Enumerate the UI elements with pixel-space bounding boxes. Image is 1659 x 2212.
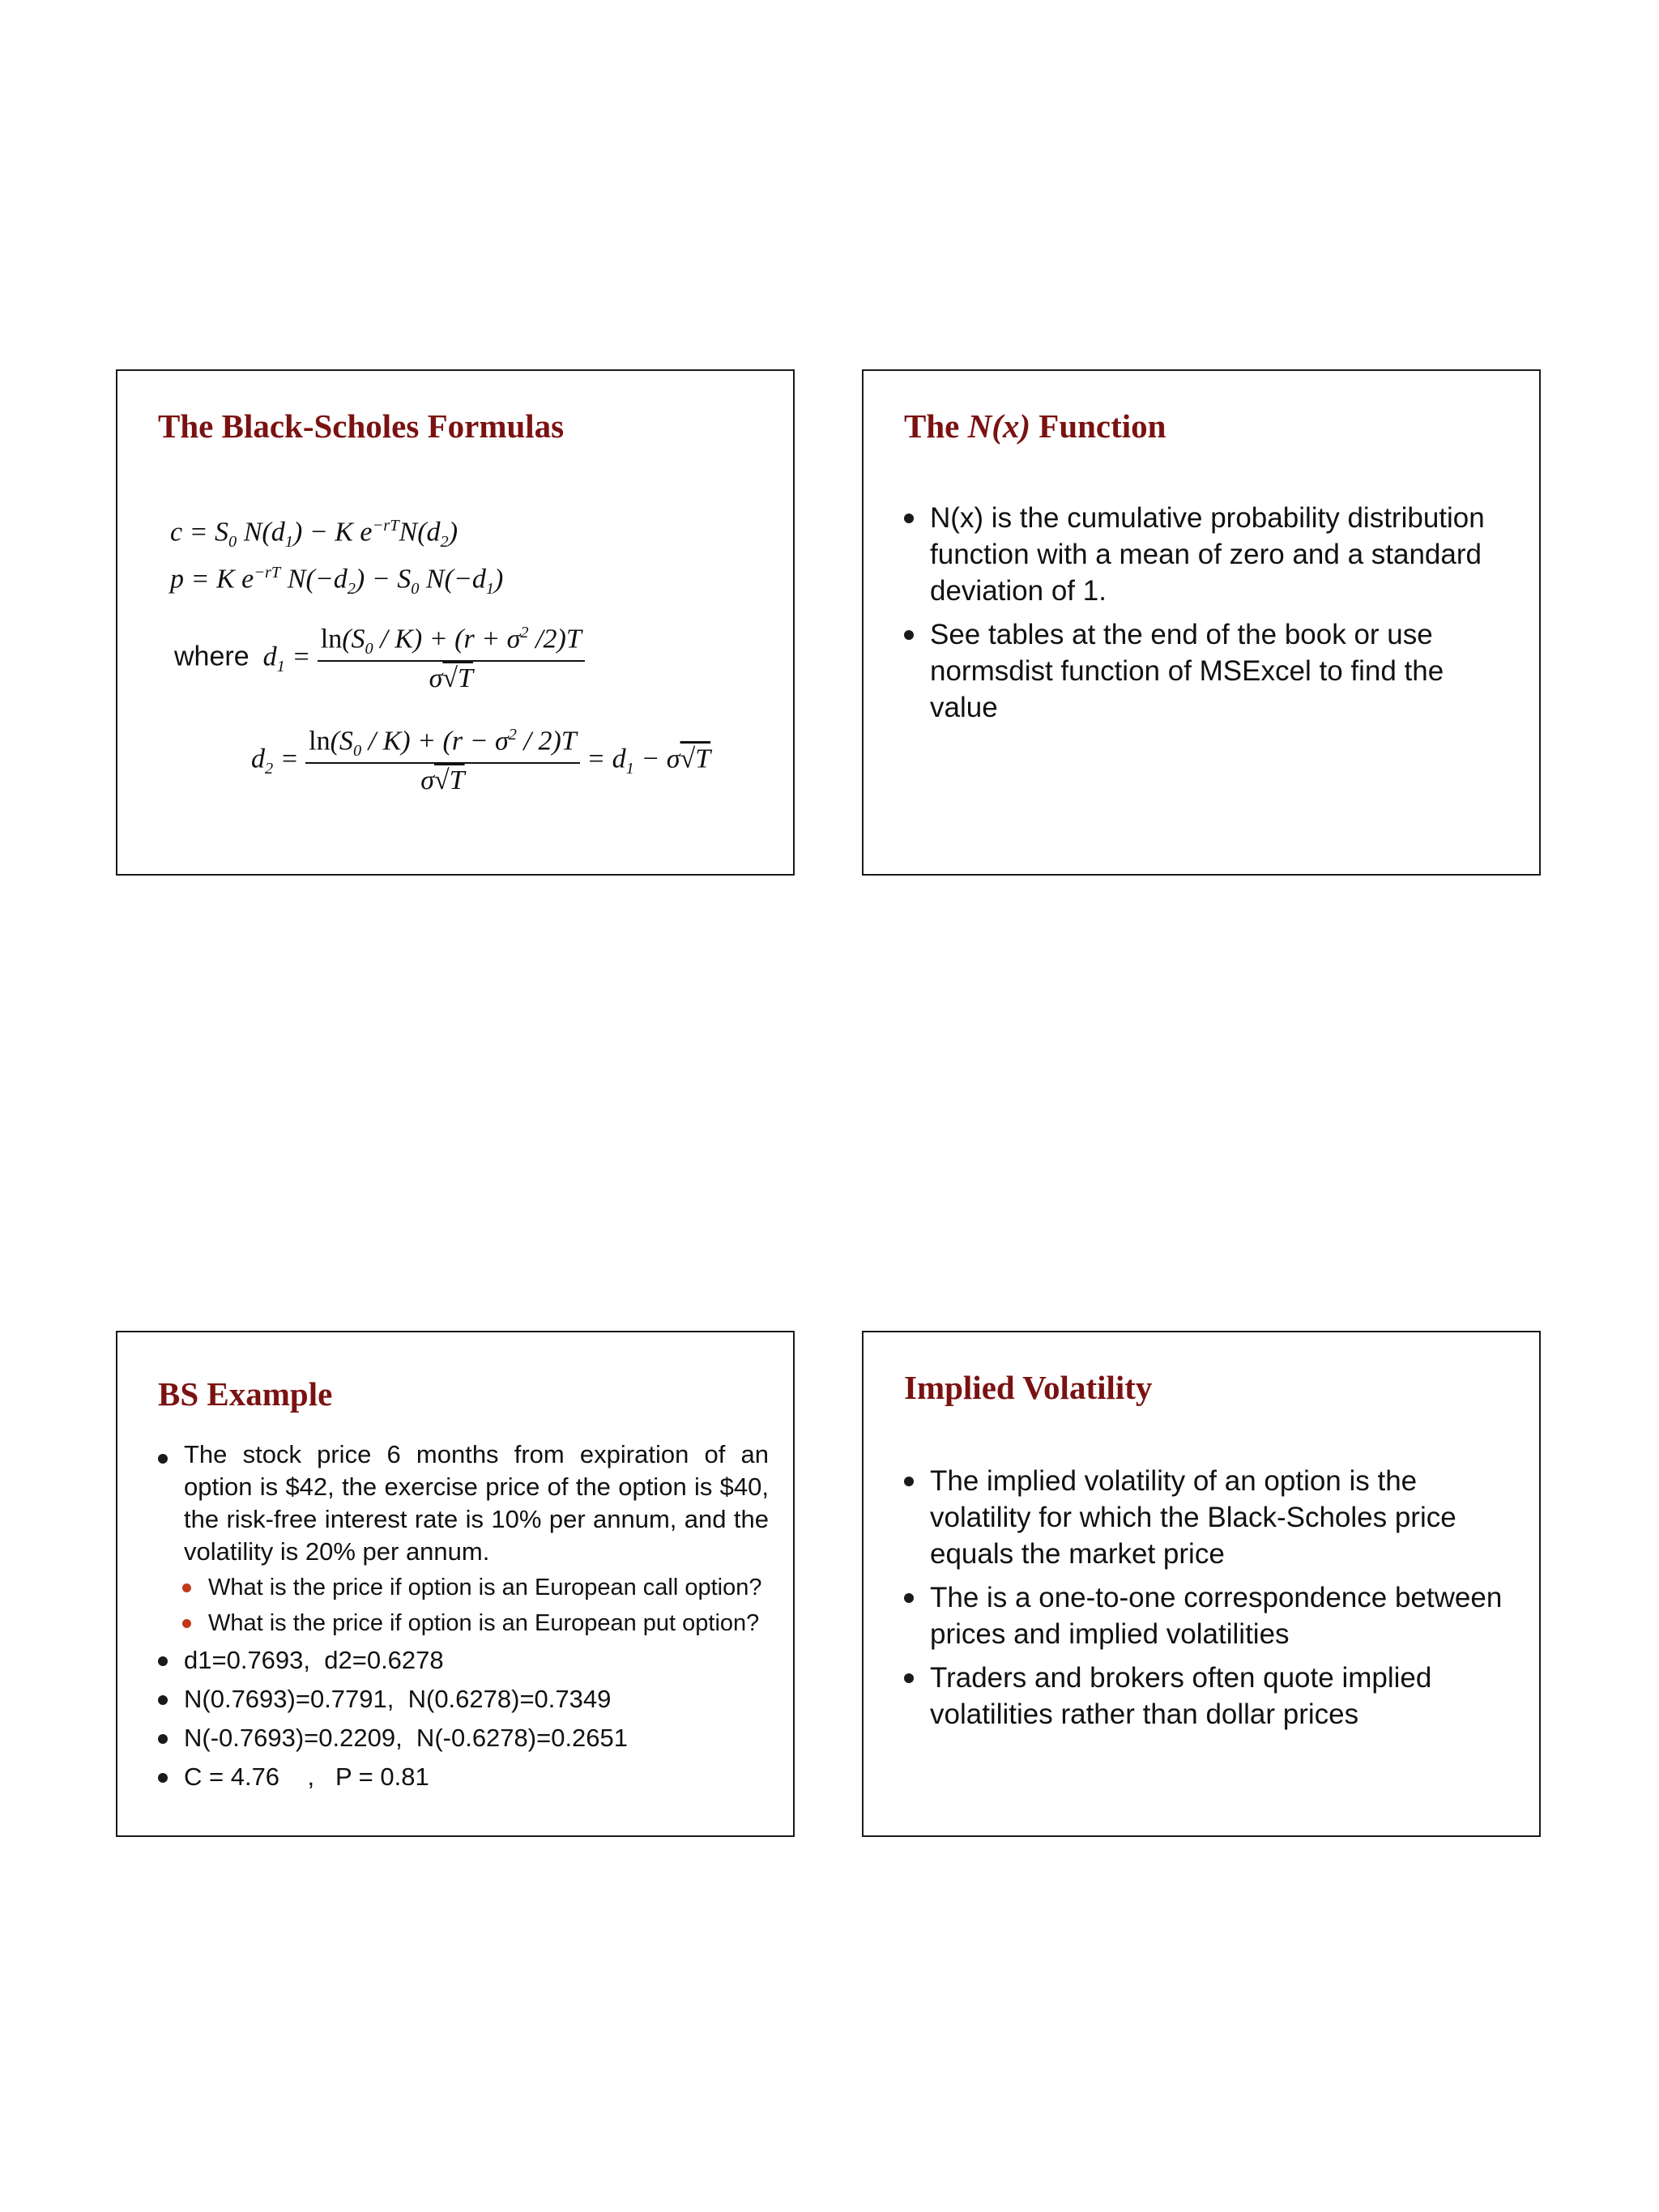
list-item: The implied volatility of an option is the volatility for which the Black-Scholes price equals the market price (904, 1463, 1507, 1572)
slide-black-scholes-formulas (116, 369, 795, 876)
question-list (182, 1570, 769, 1641)
list-item: The is a one-to-one correspondence between prices and implied volatilities (904, 1579, 1507, 1652)
put-formula: p = K $e^{-rT}$ $N(-d_2) - S_0$ $N(-d_1)$ (170, 564, 504, 599)
call-formula: $c = S_0$ $N(d_1) - K$ $e^{-rT}N(d_2)$ (170, 517, 458, 552)
list-item: N(-0.7693)=0.2209, N(-0.6278)=0.2651 (158, 1719, 769, 1758)
list-item: C = 4.76 , P = 0.81 (158, 1758, 769, 1796)
where-label: where (174, 641, 249, 672)
list-item: What is the price if option is an European put option? (182, 1605, 769, 1641)
list-item: d1=0.7693, d2=0.6278 (158, 1641, 769, 1680)
slide-nx-function (862, 369, 1541, 876)
d2-formula: $d_2$ = $\frac{\ln(S_0 / K) + (r - \sigma^2 / 2)T}{\sigma√T}$ = $d_1 - \sigma√T$ (251, 726, 711, 796)
slide-title: Implied Volatility (904, 1369, 1153, 1406)
d1-formula: where $d_1$ = $\frac{\ln(S_0 / K) + (r + \sigma^2 /2)T}{\sigma√T}$ (174, 624, 585, 694)
bullet-list (904, 500, 1507, 733)
list-item: The stock price 6 months from expiration of an option is $42, the exercise price of the option is $40, the risk-free interest rate is 10% per annum, and the volatility is 20% per annum. (158, 1438, 769, 1568)
slide-title: The N(x) Function (904, 407, 1166, 445)
slide-title: The Black-Scholes Formulas (158, 407, 565, 445)
results-list (158, 1641, 769, 1796)
list-item: N(x) is the cumulative probability distribution function with a mean of zero and a standard deviation of 1. (904, 500, 1507, 609)
list-item: See tables at the end of the book or use normsdist function of MSExcel to find the value (904, 616, 1507, 726)
slide-title: BS Example (158, 1375, 333, 1413)
list-item: Traders and brokers often quote implied volatilities rather than dollar prices (904, 1660, 1507, 1733)
slide-implied-volatility (862, 1331, 1541, 1837)
list-item: N(0.7693)=0.7791, N(0.6278)=0.7349 (158, 1680, 769, 1719)
list-item: What is the price if option is an European call option? (182, 1570, 769, 1605)
intro-list (158, 1438, 769, 1568)
slide-bs-example (116, 1331, 795, 1837)
bullet-list (904, 1463, 1507, 1740)
